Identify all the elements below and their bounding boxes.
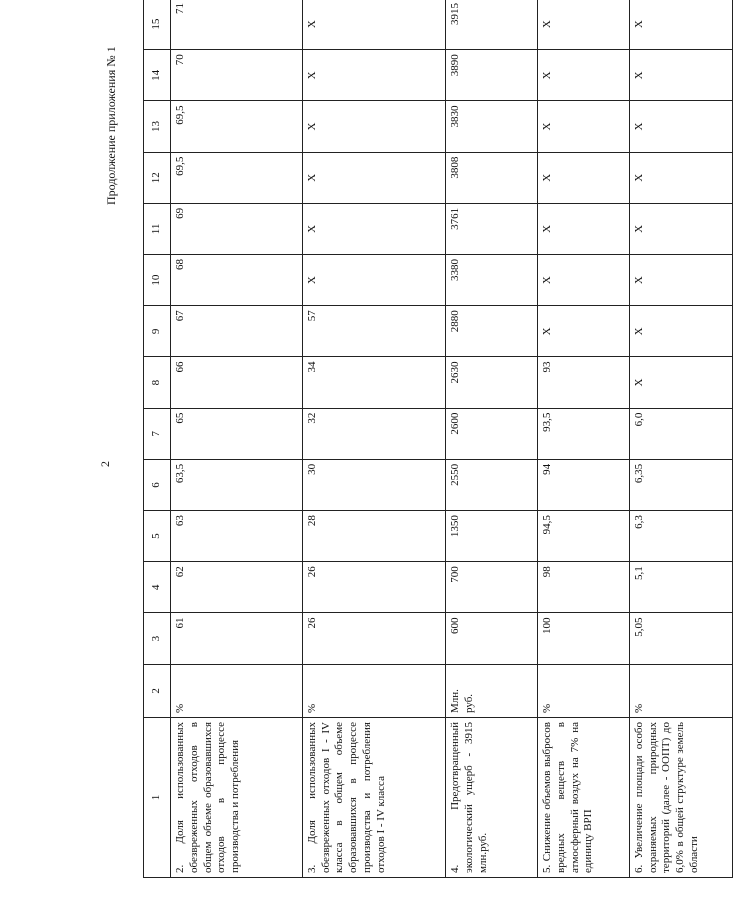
indicator-value: 100: [538, 613, 630, 664]
indicator-value: X: [302, 152, 445, 203]
indicator-value: X: [538, 0, 630, 50]
indicator-value: 2600: [446, 408, 538, 459]
indicator-value: 600: [446, 613, 538, 664]
indicator-value: X: [629, 0, 732, 50]
indicator-value: 63: [171, 511, 303, 562]
indicator-value: X: [538, 203, 630, 254]
indicator-value: X: [538, 101, 630, 152]
indicator-value: X: [538, 255, 630, 306]
indicator-value: 69,5: [171, 101, 303, 152]
indicator-value: 5,05: [629, 613, 732, 664]
indicator-value: X: [538, 306, 630, 357]
indicator-value: 2880: [446, 306, 538, 357]
indicator-value: 3830: [446, 101, 538, 152]
indicator-value: 98: [538, 562, 630, 613]
column-header: 4: [144, 562, 171, 613]
indicator-unit: %: [171, 664, 303, 717]
column-header: 1: [144, 718, 171, 878]
column-header: 2: [144, 664, 171, 717]
indicator-description: 6. Увеличение площади особо охраняемых природных территорий (далее - ООПТ) до 6,0% в общей структуре земель области: [629, 718, 732, 878]
indicator-unit: Млн. руб.: [446, 664, 538, 717]
indicator-value: 28: [302, 511, 445, 562]
indicator-value: 32: [302, 408, 445, 459]
indicators-table: [143, 0, 733, 878]
column-header: 12: [144, 152, 171, 203]
indicator-value: 94,5: [538, 511, 630, 562]
indicator-value: 700: [446, 562, 538, 613]
indicator-value: X: [302, 203, 445, 254]
indicator-value: X: [629, 152, 732, 203]
table-row: [446, 0, 538, 878]
column-header: 9: [144, 306, 171, 357]
indicator-value: 3915: [446, 0, 538, 50]
indicator-value: 30: [302, 459, 445, 510]
column-header: 15: [144, 0, 171, 50]
indicator-value: 2630: [446, 357, 538, 408]
column-header: 5: [144, 511, 171, 562]
column-header: 3: [144, 613, 171, 664]
column-header: 14: [144, 50, 171, 101]
column-header: 7: [144, 408, 171, 459]
column-header: 6: [144, 459, 171, 510]
indicator-value: 93,5: [538, 408, 630, 459]
indicator-value: 69,5: [171, 152, 303, 203]
indicator-value: 62: [171, 562, 303, 613]
column-header: 11: [144, 203, 171, 254]
indicator-value: 6,3: [629, 511, 732, 562]
indicator-description: 3. Доля использованных обезвреженных отходов I - IV класса в общем объеме образовавшихся в процессе производства и потребления отходов I - IV класса: [302, 718, 445, 878]
table-row: [302, 0, 445, 878]
indicator-value: 26: [302, 613, 445, 664]
indicator-value: X: [629, 306, 732, 357]
indicator-value: 26: [302, 562, 445, 613]
indicator-value: 66: [171, 357, 303, 408]
indicator-description: 2. Доля использованных обезвреженных отходов в общем объеме образовавшихся отходов в процессе производства и потребления: [171, 718, 303, 878]
indicator-value: X: [302, 255, 445, 306]
indicator-value: X: [629, 203, 732, 254]
indicator-value: X: [629, 357, 732, 408]
indicator-value: 61: [171, 613, 303, 664]
indicator-value: 6,0: [629, 408, 732, 459]
indicator-value: 1350: [446, 511, 538, 562]
indicator-value: 69: [171, 203, 303, 254]
indicator-value: X: [538, 50, 630, 101]
indicator-value: 3761: [446, 203, 538, 254]
indicator-value: 3890: [446, 50, 538, 101]
rotated-table-wrapper: [143, 0, 733, 878]
table-row: [538, 0, 630, 878]
indicator-value: 57: [302, 306, 445, 357]
indicator-value: X: [302, 101, 445, 152]
indicator-value: X: [302, 0, 445, 50]
indicator-value: 68: [171, 255, 303, 306]
indicator-value: 71: [171, 0, 303, 50]
indicator-value: 63,5: [171, 459, 303, 510]
table-row: [171, 0, 303, 878]
indicator-value: X: [629, 101, 732, 152]
indicator-value: 3380: [446, 255, 538, 306]
column-header: 13: [144, 101, 171, 152]
indicator-unit: %: [302, 664, 445, 717]
appendix-label: Продолжение приложения № 1: [104, 46, 118, 205]
column-header: 10: [144, 255, 171, 306]
page-number: 2: [98, 461, 112, 467]
indicator-value: 70: [171, 50, 303, 101]
table-row: [629, 0, 732, 878]
indicator-value: 3808: [446, 152, 538, 203]
indicator-value: X: [538, 152, 630, 203]
indicator-value: 2550: [446, 459, 538, 510]
table-header-row: [144, 0, 171, 878]
indicator-unit: %: [538, 664, 630, 717]
indicator-value: 34: [302, 357, 445, 408]
indicator-value: 93: [538, 357, 630, 408]
indicator-value: 65: [171, 408, 303, 459]
indicator-description: 5. Снижение объемов выбросов вредных веществ в атмосферный воздух на 7% на единицу ВРП: [538, 718, 630, 878]
indicator-value: 5,1: [629, 562, 732, 613]
indicator-value: X: [629, 255, 732, 306]
column-header: 8: [144, 357, 171, 408]
indicator-value: 94: [538, 459, 630, 510]
indicator-description: 4. Предотвращенный экологический ущерб - 3915 млн.руб.: [446, 718, 538, 878]
indicator-unit: %: [629, 664, 732, 717]
indicator-value: X: [629, 50, 732, 101]
indicator-value: 67: [171, 306, 303, 357]
indicator-value: X: [302, 50, 445, 101]
indicator-value: 6,35: [629, 459, 732, 510]
